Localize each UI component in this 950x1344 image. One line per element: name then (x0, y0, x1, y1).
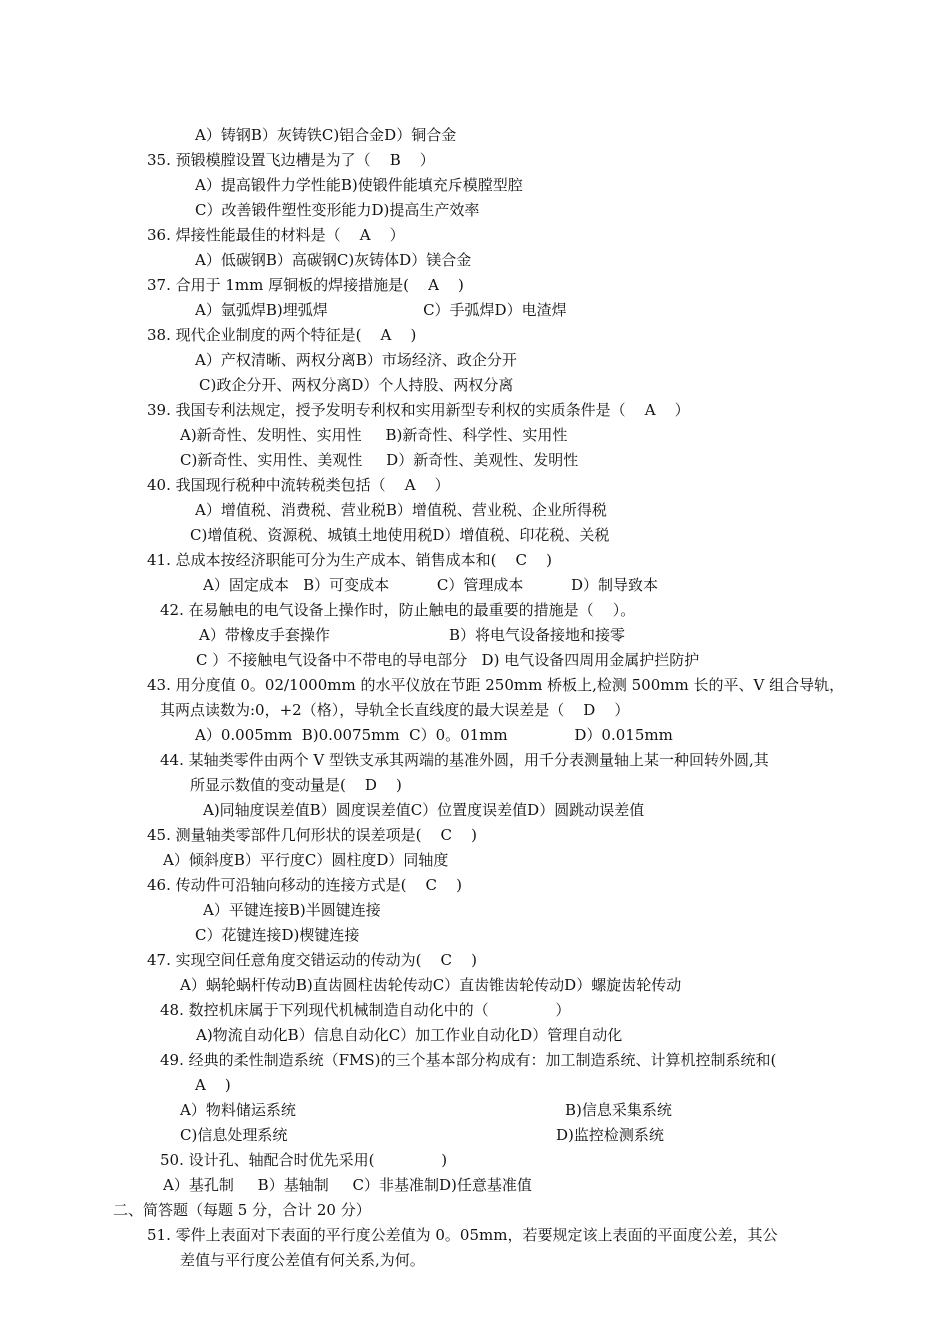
question-option: C）花键连接D)楔键连接 (195, 926, 360, 944)
question-option: B)信息采集系统 (565, 1101, 672, 1119)
question-option: C)信息处理系统 (180, 1126, 288, 1144)
question-option: C ）不接触电气设备中不带电的导电部分 D) 电气设备四周用金属护拦防护 (196, 651, 700, 669)
question-stem: 41. 总成本按经济职能可分为生产成本、销售成本和( C ) (147, 551, 552, 569)
question-stem: A ) (195, 1076, 231, 1094)
question-option: A）平键连接B)半圆键连接 (203, 901, 381, 919)
question-option: A）带橡皮手套操作 B）将电气设备接地和接零 (199, 626, 626, 644)
question-stem: 48. 数控机床属于下列现代机械制造自动化中的（ ） (160, 1001, 571, 1019)
question-stem: 其两点读数为:0，+2（格），导轨全长直线度的最大误差是（ D ） (160, 701, 630, 719)
question-option: A）增值税、消费税、营业税B）增值税、营业税、企业所得税 (195, 501, 607, 519)
question-option: A）蜗轮蜗杆传动B)直齿圆柱齿轮传动C）直齿锥齿轮传动D）螺旋齿轮传动 (180, 976, 682, 994)
question-stem: 47. 实现空间任意角度交错运动的传动为( C ) (147, 951, 477, 969)
question-option: C)政企分开、两权分离D）个人持股、两权分离 (199, 376, 514, 394)
question-stem: 50. 设计孔、轴配合时优先采用( ) (160, 1151, 448, 1169)
question-option: A）提高锻件力学性能B)使锻件能填充斥模膛型腔 (195, 176, 523, 194)
question-stem: 44. 某轴类零件由两个 V 型铁支承其两端的基准外圆，用千分表测量轴上某一种回转外圆,其 (160, 751, 769, 769)
question-stem: 所显示数值的变动量是( D ) (190, 776, 402, 794)
question-option: A)物流自动化B）信息自动化C）加工作业自动化D）管理自动化 (196, 1026, 623, 1044)
question-stem: 38. 现代企业制度的两个特征是( A ) (147, 326, 417, 344)
question-stem: 36. 焊接性能最佳的材料是（ A ） (147, 226, 405, 244)
question-option: A)同轴度误差值B）圆度误差值C）位置度误差值D）圆跳动误差值 (203, 801, 645, 819)
question-option: D)监控检测系统 (556, 1126, 664, 1144)
question-option: A）固定成本 B）可变成本 C）管理成本 D）制导致本 (203, 576, 659, 594)
question-stem: 46. 传动件可沿轴向移动的连接方式是( C ) (147, 876, 462, 894)
question-option: C)增值税、资源税、城镇土地使用税D）增值税、印花税、关税 (190, 526, 610, 544)
question-option: A）倾斜度B）平行度C）圆柱度D）同轴度 (163, 851, 449, 869)
question-stem: 45. 测量轴类零部件几何形状的误差项是( C ) (147, 826, 477, 844)
question-stem: 51. 零件上表面对下表面的平行度公差值为 0。05mm，若要规定该上表面的平面度公差，其公 (147, 1226, 778, 1244)
question-stem: 42. 在易触电的电气设备上操作时，防止触电的最重要的措施是（ ）。 (160, 601, 636, 619)
question-stem: 39. 我国专利法规定，授予发明专利权和实用新型专利权的实质条件是（ A ） (147, 401, 690, 419)
question-option: A)新奇性、发明性、实用性 B)新奇性、科学性、实用性 (180, 426, 568, 444)
question-stem: 37. 合用于 1mm 厚铜板的焊接措施是( A ) (147, 276, 464, 294)
question-option: A）氩弧焊B)埋弧焊 C）手弧焊D）电渣焊 (195, 301, 567, 319)
question-stem: 49. 经典的柔性制造系统（FMS)的三个基本部分构成有：加工制造系统、计算机控制系统和( (160, 1051, 777, 1069)
question-stem: 35. 预锻模膛设置飞边槽是为了（ B ） (147, 151, 435, 169)
question-option: A）铸钢B）灰铸铁C)铝合金D）铜合金 (195, 126, 457, 144)
question-option: A）0.005mm B)0.0075mm C）0。01mm D）0.015mm (195, 726, 673, 744)
question-option: A）低碳钢B）高碳钢C)灰铸体D）镁合金 (195, 251, 472, 269)
question-option: C）改善锻件塑性变形能力D)提高生产效率 (195, 201, 480, 219)
question-stem: 43. 用分度值 0。02/1000mm 的水平仪放在节距 250mm 桥板上,检测 500mm 长的平、V 组合导轨， (147, 676, 845, 694)
question-option: A）产权清晰、两权分离B）市场经济、政企分开 (195, 351, 517, 369)
question-option: A）基孔制 B）基轴制 C）非基准制D)任意基准值 (163, 1176, 532, 1194)
section-heading: 二、简答题（每题 5 分，合计 20 分） (113, 1201, 371, 1219)
question-stem: 40. 我国现行税种中流转税类包括（ A ） (147, 476, 450, 494)
question-option: A）物料储运系统 (180, 1101, 296, 1119)
question-option: C)新奇性、实用性、美观性 D）新奇性、美观性、发明性 (180, 451, 579, 469)
question-stem: 差值与平行度公差值有何关系,为何。 (180, 1251, 425, 1269)
